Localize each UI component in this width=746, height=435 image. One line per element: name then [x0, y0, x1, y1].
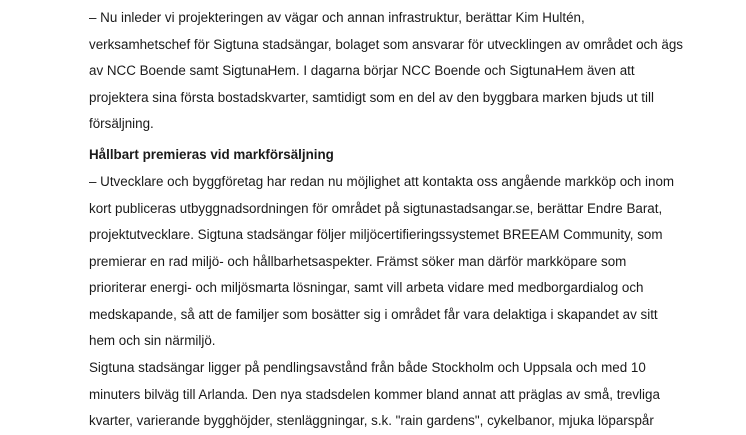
text-line: – Utvecklare och byggföretag har redan nu möjlighet att kontakta oss angående markköp och inom: [89, 174, 675, 189]
text-line: Sigtuna stadsängar ligger på pendlingsavstånd från både Stockholm och Uppsala och med 10: [89, 360, 646, 375]
text-line: premierar en rad miljö- och hållbarhetsaspekter. Främst söker man därför markköpare som: [89, 253, 627, 269]
text-line: verksamhetschef för Sigtuna stadsängar, bolaget som ansvarar för utvecklingen av området och ägs: [89, 36, 683, 52]
intro-paragraph: [89, 5, 683, 138]
text-line: projektutvecklare. Sigtuna stadsängar följer miljöcertifieringssystemet BREEAM Community, som: [89, 227, 663, 242]
text-line: hem och sin närmiljö.: [89, 333, 216, 348]
text-line: medskapande, så att de familjer som bosätter sig i området får vara delaktiga i skapandet av sitt: [89, 306, 658, 322]
text-line: av NCC Boende samt SigtunaHem. I dagarna börjar NCC Boende och SigtunaHem även att: [89, 63, 635, 78]
text-line: – Nu inleder vi projekteringen av vägar och annan infrastruktur, berättar Kim Hultén,: [89, 10, 585, 25]
text-line: kvarter, varierande bygghöjder, stenläggningar, s.k. "rain gardens", cykelbanor, mjuka löparspår: [89, 413, 654, 428]
text-line: minuters bilväg till Arlanda. Den nya stadsdelen kommer bland annat att präglas av små, trevliga: [89, 386, 660, 402]
body-paragraph: [89, 169, 674, 355]
text-line: prioriterar energi- och miljösmarta lösningar, samt vill arbeta vidare med medborgardialog och: [89, 280, 644, 295]
text-line: kort publiceras utbyggnadsordningen för området på sigtunastadsangar.se, berättar Endre Barat,: [89, 200, 663, 216]
closing-paragraph: [89, 355, 660, 435]
text-line: försäljning.: [89, 116, 154, 131]
text-line: projektera sina första bostadskvarter, samtidigt som en del av den byggbara marken bjuds ut till: [89, 89, 654, 105]
section-heading: Hållbart premieras vid markförsäljning: [89, 147, 334, 162]
